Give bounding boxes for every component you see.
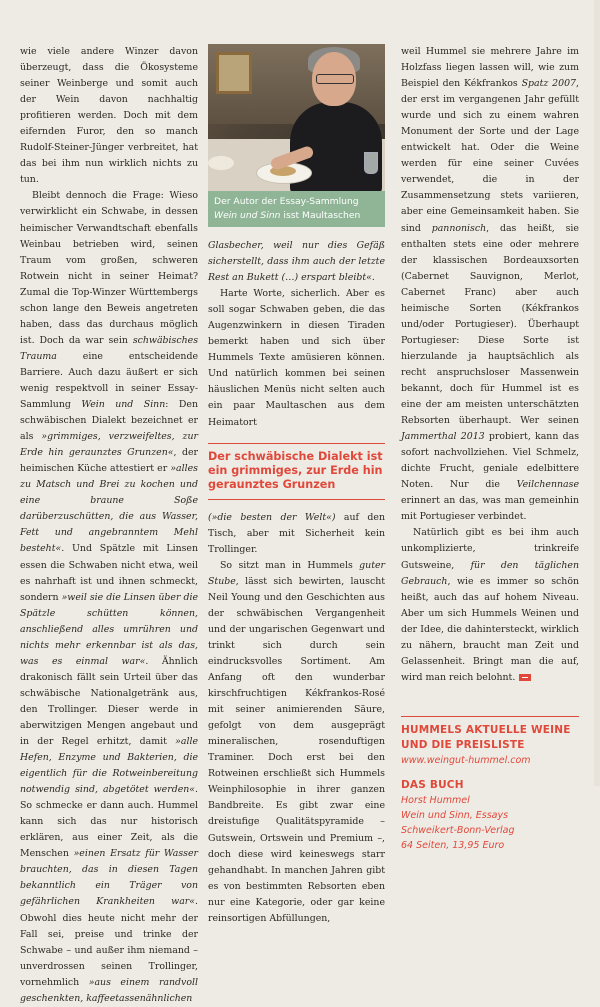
col2-paragraph-4: So sitzt man in Hummels guter Stube, lässt sich bewirten, lauscht Neil Young und den Geschichten aus der schwäbischen Vergangenheit und der ungarischen Gegenwart und trinkt sich durch sein eindrucksvolles Sortiment. Am Anfang oft den wunderbar kirschfruchtigen Kékfrankos-Rosé mit seiner animierenden Säure, gefolgt von dem ausgeprägt mineralischen, rosenduftigen Traminer. Doch erst bei den Rotweinen erschließt sich Hummels Weinphilosophie in ihrer ganzen Bandbreite. Es gibt zwar eine dreistufige Qualitätspyramide – Gutswein, Ortswein und Premium –, doch diese wird keineswegs starr gehandhabt. In manchen Jahren gibt es von bestimmten Rebsorten eben nur eine Kategorie, oder gar keine reinsortigen Abfüllungen, <box>208 559 385 924</box>
col1-paragraph-2: Bleibt dennoch die Frage: Wieso verwirklicht ein Schwabe, in dessen heimischer Verwandtschaft ebenfalls Weinbau betrieben wird, seinen Traum vom großen, schweren Rotwein nicht in seiner Heimat? Zumal die Top-Winzer Württembergs schon lange den Beweis angetreten haben, dass das durchaus möglich ist. Doch da war sein schwäbisches Trauma eine entscheidende Barriere. Auch dazu äußert er sich wenig respektvoll in seiner Essay-Sammlung Wein und Sinn: Den schwäbischen Dialekt bezeichnet er als »grimmiges, verzweifeltes, zur Erde hin geraunztes Grunzen«, der heimischen Küche attestiert er »alles zu Matsch und Brei zu kochen und eine braune Soße darüberzuschütten, die aus Wasser, Fett und angebranntem Mehl besteht«. Und Spätzle mit Linsen essen die Schwaben nicht etwa, weil es nahrhaft ist und ihnen schmeckt, sondern »weil sie die Linsen über die Spätzle schütten können, anschließend alles umrühren und nichts mehr erkennbar ist als das, was es einmal war«. Ähnlich drakonisch fällt sein Urteil über das schwäbische Nationalgetränk aus, den Trollinger. Dieser werde in aberwitzigen Mengen angebaut und in der Regel erhitzt, damit »alle Hefen, Enzyme und Bakterien, die eigentlich für die Rotweinbereitung notwendig sind, abgetötet werden«. So schmecke er dann auch. Hummel kann sich das nur historisch erklären, aus einer Zeit, als die Menschen »einen Ersatz für Wasser brauchten, das in diesen Tagen bekanntlich ein Träger von gefährlichen Krankheiten war«. Obwohl dies heute nicht mehr der Fall sei, preise und trinke der Schwabe – und außer ihm niemand – unverdrossen seinen Trollinger, vornehmlich »aus einem randvoll geschenkten, kaffeetassenähnlichen <box>20 190 199 1004</box>
author-photo <box>208 44 385 191</box>
page-edge <box>594 0 600 786</box>
col2-paragraph-2: Harte Worte, sicherlich. Aber es soll sogar Schwaben geben, die das Augenzwinkern in diesen Tiraden bemerkt haben und sich über Hummels Texte amüsieren können. Und natürlich kommen bei seinen häuslichen Menüs nicht selten auch ein paar Maultaschen aus dem Heimatort <box>208 288 385 428</box>
col1-paragraph-1: wie viele andere Winzer davon überzeugt, dass die Ökosysteme seiner Weinberge und somit auch der Wein davon nachhaltig profitieren werden. Doch mit dem eifernden Furor, den so manch Rudolf-Steiner-Jünger verbreitet, hat das bei ihm nun wirklich nichts zu tun. <box>20 46 198 186</box>
column-2 <box>208 44 385 927</box>
article-end-mark-icon <box>519 674 531 681</box>
book-publisher: Schweikert-Bonn-Verlag <box>401 824 515 836</box>
column-1 <box>20 44 198 1007</box>
column-3 <box>401 44 579 853</box>
info-box <box>401 716 579 853</box>
col2-paragraph-3: (»die besten der Welt«) auf den Tisch, aber mit Sicherheit kein Trollinger. <box>208 511 385 555</box>
col2-paragraph-1: Glasbecher, weil nur dies Gefäß sicherstellt, dass ihm auch der letzte Rest an Bukett (…) erspart bleibt«. <box>208 240 385 284</box>
photo-caption: Der Autor der Essay-Sammlung Wein und Sinn isst Maultaschen <box>208 191 385 227</box>
col3-paragraph-1: weil Hummel sie mehrere Jahre im Holzfass liegen lassen will, wie zum Beispiel den Kékfrankos Spatz 2007, der erst im vergangenen Jahr gefüllt wurde und sich zu einem wahren Monument der Sorte und der Lage entwickelt hat. Oder die Weine werden für eine seiner Cuvées verwendet, die in der Zusammensetzung stets variieren, aber eine Gemeinsamkeit haben. Sie sind pannonisch, das heißt, sie enthalten stets eine oder mehrere der klassischen Bordeauxsorten (Cabernet Sauvignon, Merlot, Cabernet Franc) aber auch heimische Sorten (Kékfrankos und/oder Portugieser). Überhaupt Portugieser: Diese Sorte ist hierzulande ja hauptsächlich als recht anspruchsloser Massenwein bekannt, doch für Hummel ist es eine der am meisten unterschätzten Rebsorten überhaupt. Wer seinen Jammerthal 2013 probiert, kann das sofort nachvollziehen. Viel Schmelz, dichte Frucht, geniale edelbittere Noten. Nur die Veilchennase erinnert an das, was man gemeinhin mit Portugieser verbindet. <box>401 46 580 523</box>
book-author: Horst Hummel <box>401 794 470 806</box>
info-heading: HUMMELS AKTUELLE WEINE UND DIE PREISLISTE <box>401 723 571 751</box>
book-title: Wein und Sinn, Essays <box>401 809 509 821</box>
website-link[interactable]: www.weingut-hummel.com <box>401 754 531 766</box>
book-details: 64 Seiten, 13,95 Euro <box>401 839 505 851</box>
book-heading: DAS BUCH <box>401 778 464 791</box>
pull-quote: Der schwäbische Dialekt ist ein grimmiges, zur Erde hin geraunztes Grunzen <box>208 443 385 500</box>
col3-paragraph-2: Natürlich gibt es bei ihm auch unkomplizierte, trinkreife Gutsweine, für den täglichen Gebrauch, wie es immer so schön heißt, auch das auf hohem Niveau. Aber um sich Hummels Weinen und der Idee, die dahintersteckt, wirklich zu nähern, braucht man Zeit und Gelassenheit. Bringt man die auf, wird man reich belohnt. <box>401 527 579 683</box>
